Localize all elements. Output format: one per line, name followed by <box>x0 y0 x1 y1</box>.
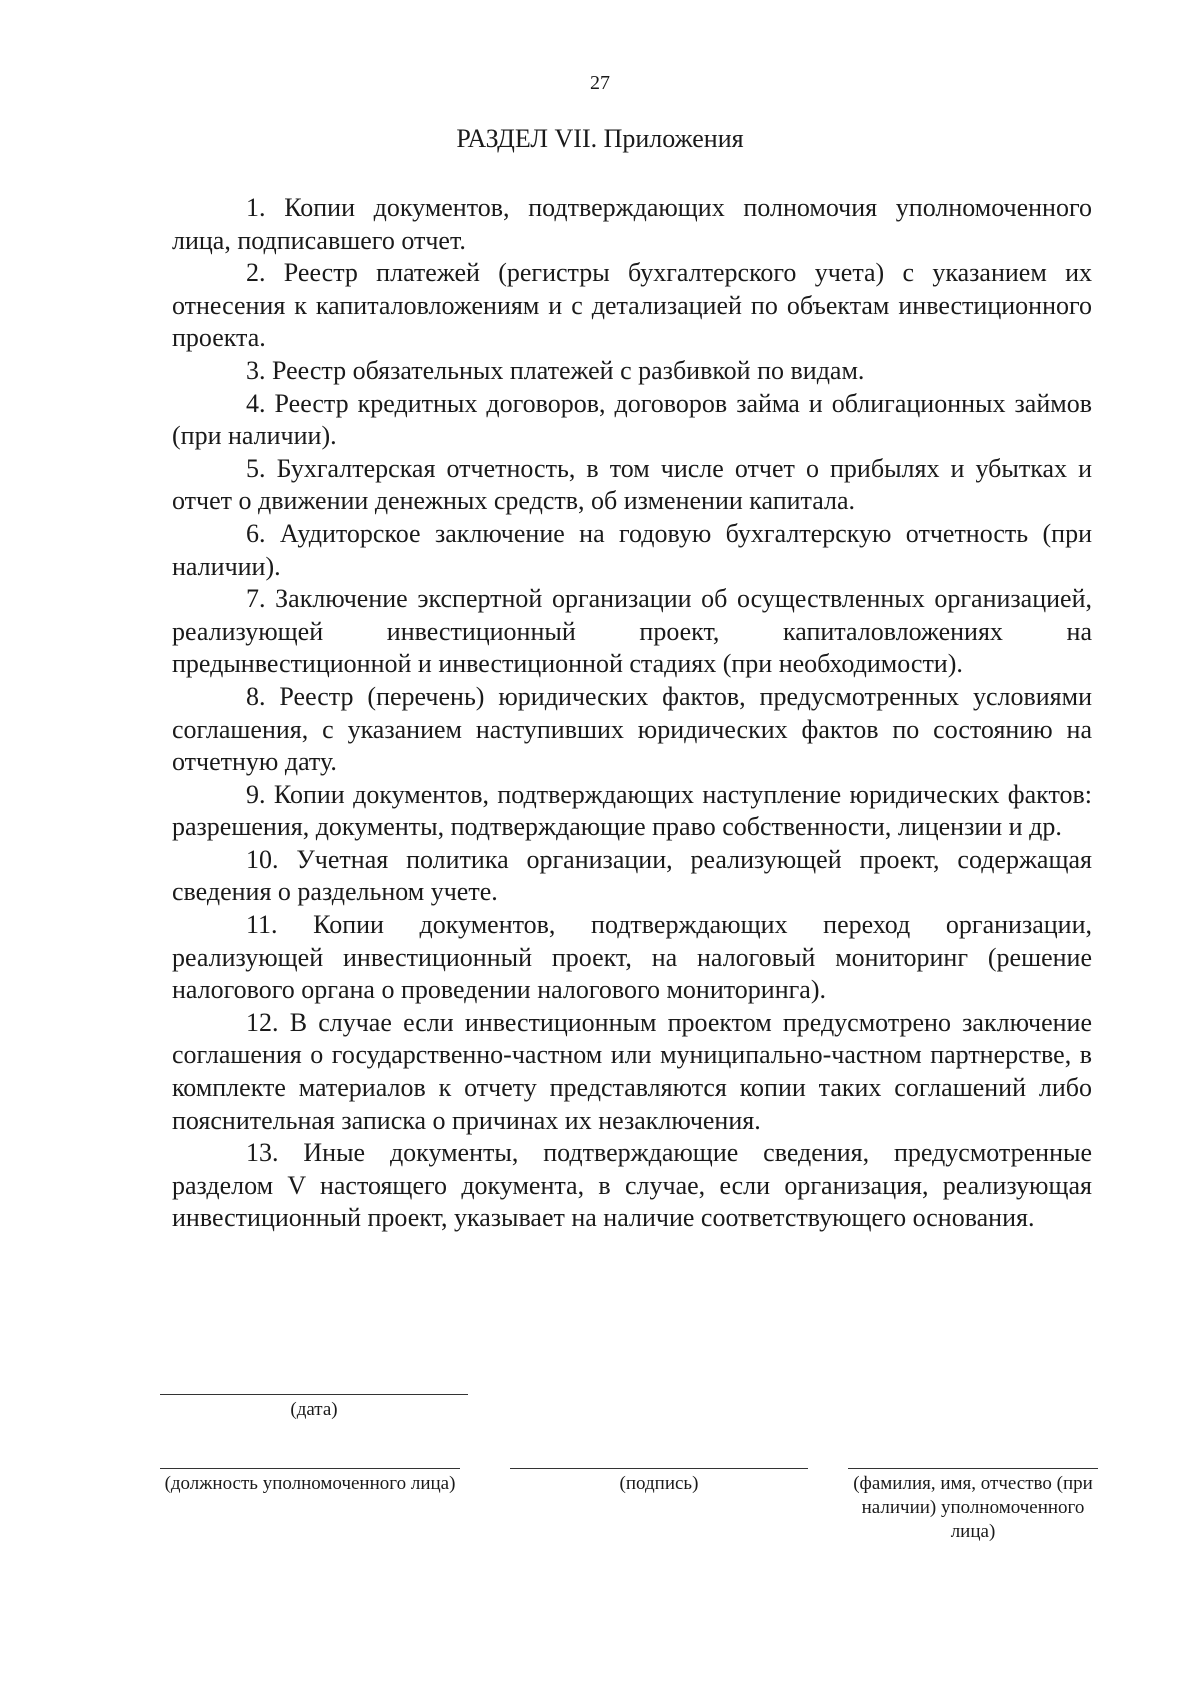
appendix-list <box>172 192 1092 1235</box>
name-line <box>848 1468 1098 1469</box>
signature-line <box>510 1468 808 1469</box>
list-item: 3. Реестр обязательных платежей с разбивкой по видам. <box>246 355 865 385</box>
list-item: 10. Учетная политика организации, реализующей проект, содержащая сведения о раздельном учете. <box>172 844 1092 907</box>
position-line <box>160 1468 460 1469</box>
list-item: 12. В случае если инвестиционным проектом предусмотрено заключение соглашения о государственно-частном или муниципально-частном партнерстве, в комплекте материалов к отчету представляются копии таких соглашений либо пояснительная записка о причинах их незаключения. <box>172 1007 1092 1135</box>
page-number: 27 <box>590 72 610 94</box>
list-item: 5. Бухгалтерская отчетность, в том числе отчет о прибылях и убытках и отчет о движении денежных средств, об изменении капитала. <box>172 453 1092 516</box>
list-item: 8. Реестр (перечень) юридических фактов, предусмотренных условиями соглашения, с указанием наступивших юридических фактов по состоянию на отчетную дату. <box>172 681 1092 777</box>
list-item: 6. Аудиторское заключение на годовую бухгалтерскую отчетность (при наличии). <box>172 518 1092 581</box>
list-item: 2. Реестр платежей (регистры бухгалтерского учета) с указанием их отнесения к капиталовложениям и с детализацией по объектам инвестиционного проекта. <box>172 258 1092 353</box>
date-line <box>160 1394 468 1395</box>
signature-label: (подпись) <box>619 1473 699 1494</box>
date-label: (дата) <box>290 1399 338 1420</box>
section-title: РАЗДЕЛ VII. Приложения <box>456 124 744 153</box>
name-label: (фамилия, имя, отчество (при наличии) уполномоченного лица) <box>853 1473 1093 1542</box>
list-item: 11. Копии документов, подтверждающих переход организации, реализующей инвестиционный проект, на налоговый мониторинг (решение налогового органа о проведении налогового мониторинга). <box>172 910 1092 1005</box>
list-item: 9. Копии документов, подтверждающих наступление юридических фактов: разрешения, документы, подтверждающие право собственности, лицензии и др. <box>172 779 1092 842</box>
list-item: 4. Реестр кредитных договоров, договоров займа и облигационных займов (при наличии). <box>172 388 1092 451</box>
position-label: (должность уполномоченного лица) <box>164 1473 456 1494</box>
list-item: 13. Иные документы, подтверждающие сведения, предусмотренные разделом V настоящего документа, в случае, если организация, реализующая инвестиционный проект, указывает на наличие соответствующего основания. <box>172 1138 1092 1233</box>
list-item: 7. Заключение экспертной организации об осуществленных организацией, реализующей инвестиционный проект, капиталовложениях на предынвестиционной и инвестиционной стадиях (при необходимости). <box>172 584 1092 679</box>
list-item: 1. Копии документов, подтверждающих полномочия уполномоченного лица, подписавшего отчет. <box>172 193 1092 255</box>
